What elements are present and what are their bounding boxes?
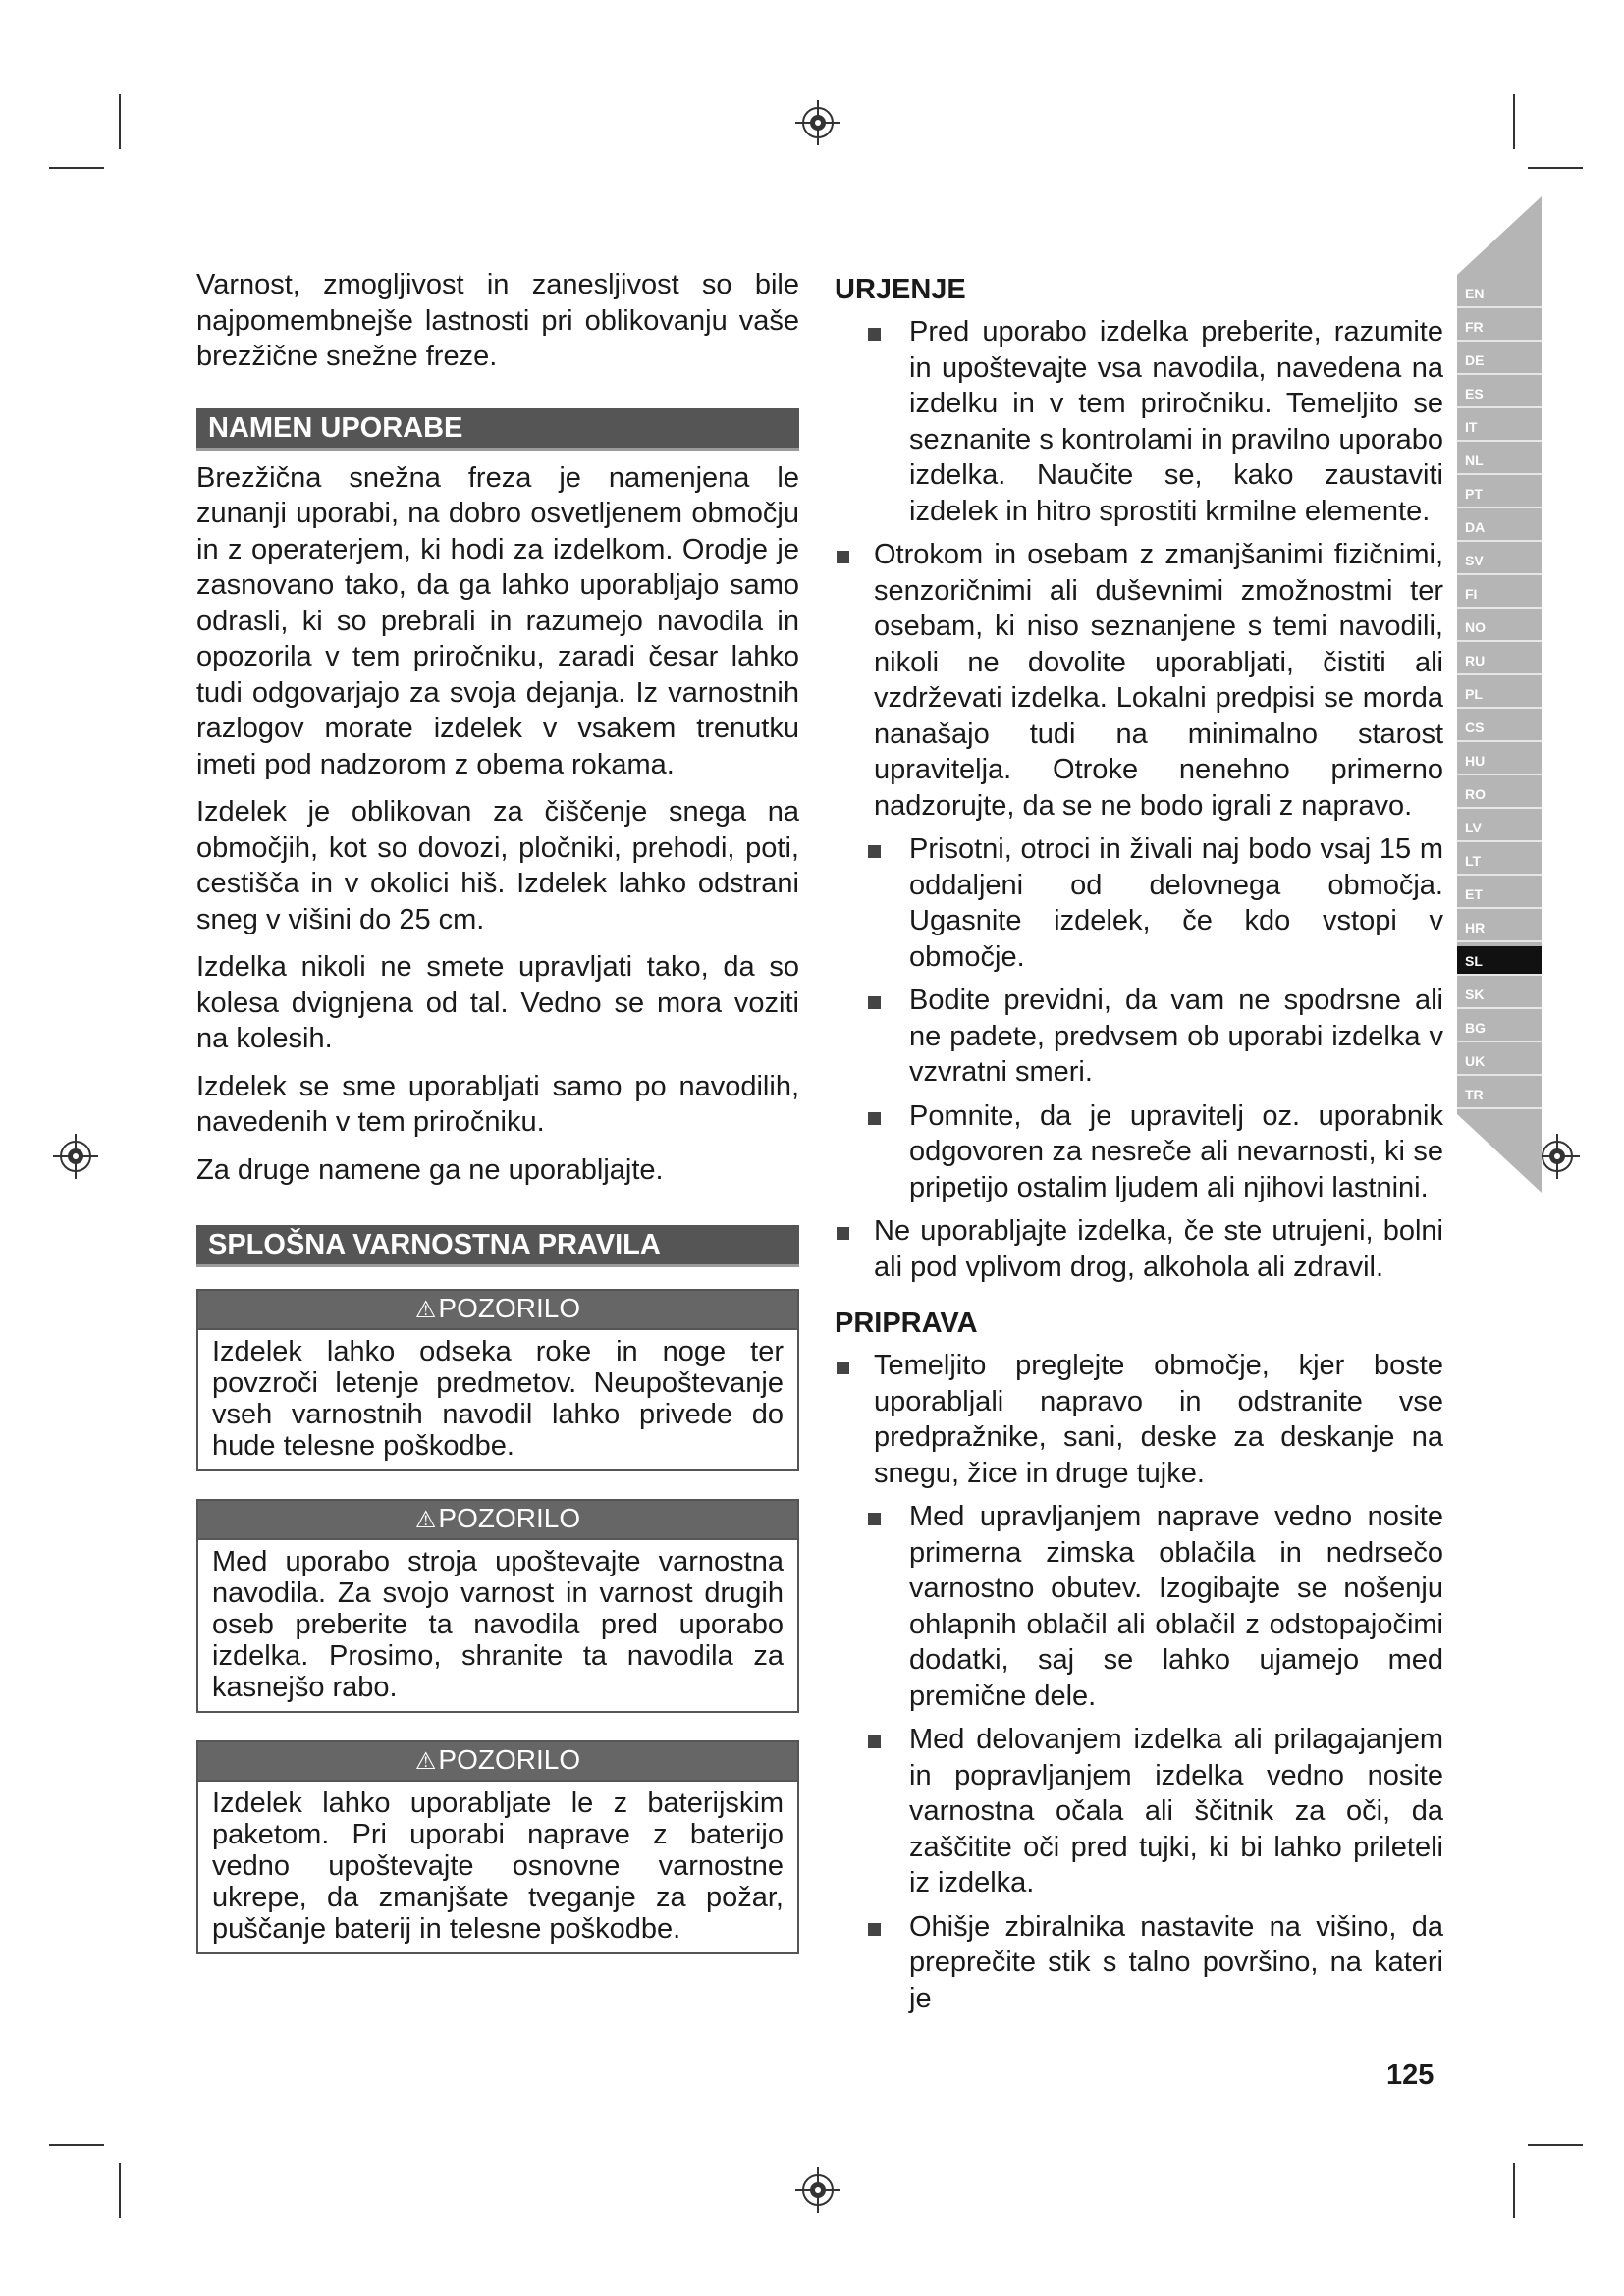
list-item [835,1722,1443,1901]
bullet-square-icon [837,1362,849,1374]
list-item-text: Prisotni, otroci in živali naj bodo vsaj 15 m oddaljeni od delovnega območja. Ugasnite izdelek, če kdo vstopi v območje. [909,833,1443,973]
language-tab-da: DA [1457,512,1542,542]
bullet-square-icon [837,1227,849,1240]
warning-text: Med uporabo stroja upoštevajte varnostna navodila. Za svojo varnost in varnost drugih oseb preberite ta navodila pred uporabo izdelka. Prosimo, shranite ta navodila za kasnejšo rabo. [212,1546,784,1703]
bullet-square-icon [868,1735,881,1748]
language-tab-lv: LV [1457,813,1542,842]
language-tab-hr: HR [1457,913,1542,942]
language-tab-uk: UK [1457,1046,1542,1076]
language-tab-no: NO [1457,613,1542,642]
language-tab-it: IT [1457,412,1542,442]
warning-header [198,1742,797,1782]
language-tab-cs: CS [1457,713,1542,742]
namen-paragraph: Izdelek se sme uporabljati samo po navodilih, navedenih v tem priročniku. [196,1070,799,1138]
warning-label: POZORILO [438,1744,581,1775]
warning-box [196,1499,799,1713]
language-tab-sl: SL [1457,946,1542,976]
urjenje-list [835,314,1443,1285]
warning-triangle-icon: ⚠ [414,1748,437,1775]
section-title-priprava: PRIPRAVA [835,1308,978,1339]
list-item [835,983,1443,1091]
section-title-namen: NAMEN UPORABE [196,408,799,451]
page-number: 125 [1386,2059,1435,2091]
list-item-text: Otrokom in osebam z zmanjšanimi fizičnimi, senzoričnimi ali duševnimi zmožnostmi ter osebam, ki niso seznanjene s temi navodili, nikoli ne dovolite uporabljati, čistiti ali vzdrževati izdelka. Lokalni predpisi se morda nanašajo tudi na minimalno starost upravitelja. Otroke nenehno primerno nadzorujte, da se ne bodo igrali z napravo. [874,539,1443,822]
bullet-square-icon [868,328,881,341]
crop-mark [49,167,104,169]
warning-header [198,1501,797,1540]
warning-header [198,1291,797,1330]
right-column [835,267,1443,2024]
crop-mark [1513,94,1515,149]
priprava-list [835,1348,1443,2016]
warning-triangle-icon: ⚠ [414,1507,437,1533]
language-tab-bg: BG [1457,1013,1542,1042]
section-title-urjenje: URJENJE [835,274,966,305]
list-item [835,537,1443,824]
language-tab-sv: SV [1457,546,1542,575]
bullet-square-icon [868,845,881,858]
list-item [835,831,1443,975]
list-item [835,1098,1443,1206]
language-tab-lt: LT [1457,846,1542,876]
warning-box [196,1740,799,1954]
warning-box [196,1289,799,1471]
list-item [835,314,1443,529]
list-item-text: Med upravljanjem naprave vedno nosite primerna zimska oblačila in nedrsečo varnostno obutev. Izogibajte se nošenju ohlapnih oblačil ali oblačil z odstopajočimi dodatki, saj se lahko ujamejo med premične dele. [909,1501,1443,1712]
list-item [835,1909,1443,2017]
language-tab-sk: SK [1457,980,1542,1009]
list-item-text: Pomnite, da je upravitelj oz. uporabnik odgovoren za nesreče ali nevarnosti, ki se pripetijo ostalim ljudem ali njihovi lastnini. [909,1099,1443,1203]
crop-mark [119,2163,121,2218]
language-tab-en: EN [1457,279,1542,308]
language-tab-hu: HU [1457,746,1542,775]
crop-mark [1513,2163,1515,2218]
language-tab-de: DE [1457,346,1542,375]
language-tab-fi: FI [1457,579,1542,609]
language-tab-pt: PT [1457,479,1542,508]
language-tab-tr: TR [1457,1080,1542,1109]
language-tab-et: ET [1457,880,1542,909]
warning-text: Izdelek lahko odseka roke in noge ter povzroči letenje predmetov. Neupoštevanje vseh varnostnih navodil lahko privede do hude telesne poškodbe. [212,1336,784,1462]
bullet-square-icon [868,1112,881,1125]
bullet-square-icon [868,996,881,1009]
list-item-text: Ne uporabljajte izdelka, če ste utrujeni, bolni ali pod vplivom drog, alkohola ali zdravil. [874,1215,1443,1283]
namen-paragraph: Izdelek je oblikovan za čiščenje snega na območjih, kot so dovozi, pločniki, prehodi, poti, cestišča in v okolici hiš. Izdelek lahko odstrani sneg v višini do 25 cm. [196,796,799,935]
language-tab-ru: RU [1457,646,1542,675]
namen-paragraph: Brezžična snežna freza je namenjena le zunanji uporabi, na dobro osvetljenem območju in z operaterjem, ki hodi za izdelkom. Orodje je zasnovano tako, da ga lahko uporabljajo samo odrasli, ki so prebrali in razumejo navodila in opozorila v tem priročniku, zaradi česar lahko tudi odgovarjajo za svoja dejanja. Iz varnostnih razlogov morate izdelek v vsakem trenutku imeti pod nadzorom z obema rokama. [196,461,799,780]
registration-mark-icon [795,100,840,145]
list-item-text: Bodite previdni, da vam ne spodrsne ali ne padete, predvsem ob uporabi izdelka v vzvratni smeri. [909,985,1443,1088]
intro-paragraph: Varnost, zmogljivost in zanesljivost so bile najpomembnejše lastnosti pri oblikovanju vaše brezžične snežne freze. [196,269,799,372]
section-title-splosna: SPLOŠNA VARNOSTNA PRAVILA [196,1225,799,1267]
warning-label: POZORILO [438,1503,581,1533]
left-column [196,267,799,1982]
bullet-square-icon [837,551,849,563]
crop-mark [119,94,121,149]
crop-mark [1528,167,1583,169]
namen-paragraph: Za druge namene ga ne uporabljajte. [196,1153,664,1186]
language-tab [1457,196,1542,1193]
language-tab-ro: RO [1457,779,1542,809]
warning-triangle-icon: ⚠ [414,1297,437,1323]
bullet-square-icon [868,1513,881,1525]
list-item-text: Med delovanjem izdelka ali prilagajanjem in popravljanjem izdelka vedno nosite varnostna očala ali ščitnik za oči, da zaščitite oči pred tujki, ki bi lahko prileteli iz izdelka. [909,1724,1443,1898]
list-item [835,1213,1443,1285]
namen-paragraph: Izdelka nikoli ne smete upravljati tako, da so kolesa dvignjena od tal. Vedno se mora voziti na kolesih. [196,951,799,1054]
language-tab-nl: NL [1457,446,1542,475]
list-item-text: Temeljito preglejte območje, kjer boste uporabljali napravo in odstranite vse predpražnike, sani, deske za deskanje na snegu, žice in druge tujke. [874,1350,1443,1489]
language-tab-pl: PL [1457,679,1542,709]
crop-mark [49,2144,104,2146]
crop-mark [1528,2144,1583,2146]
warning-label: POZORILO [438,1293,581,1323]
list-item [835,1499,1443,1714]
list-item-text: Pred uporabo izdelka preberite, razumite in upoštevajte vsa navodila, navedena na izdelku in v tem priročniku. Temeljito se seznanite s kontrolami in pravilno uporabo izdelka. Naučite se, kako zaustaviti izdelek in hitro sprostiti krmilne elemente. [909,316,1443,527]
warning-text: Izdelek lahko uporabljate le z baterijskim paketom. Pri uporabi naprave z baterijo vedno upoštevajte osnovne varnostne ukrepe, da zmanjšate tveganje za požar, puščanje baterij in telesne poškodbe. [212,1788,784,1945]
list-item-text: Ohišje zbiralnika nastavite na višino, da preprečite stik s talno površino, na kateri je [909,1910,1443,2014]
language-tab-fr: FR [1457,312,1542,342]
list-item [835,1348,1443,1491]
language-tab-es: ES [1457,379,1542,408]
registration-mark-icon [53,1134,98,1179]
bullet-square-icon [868,1923,881,1936]
registration-mark-icon [795,2167,840,2213]
